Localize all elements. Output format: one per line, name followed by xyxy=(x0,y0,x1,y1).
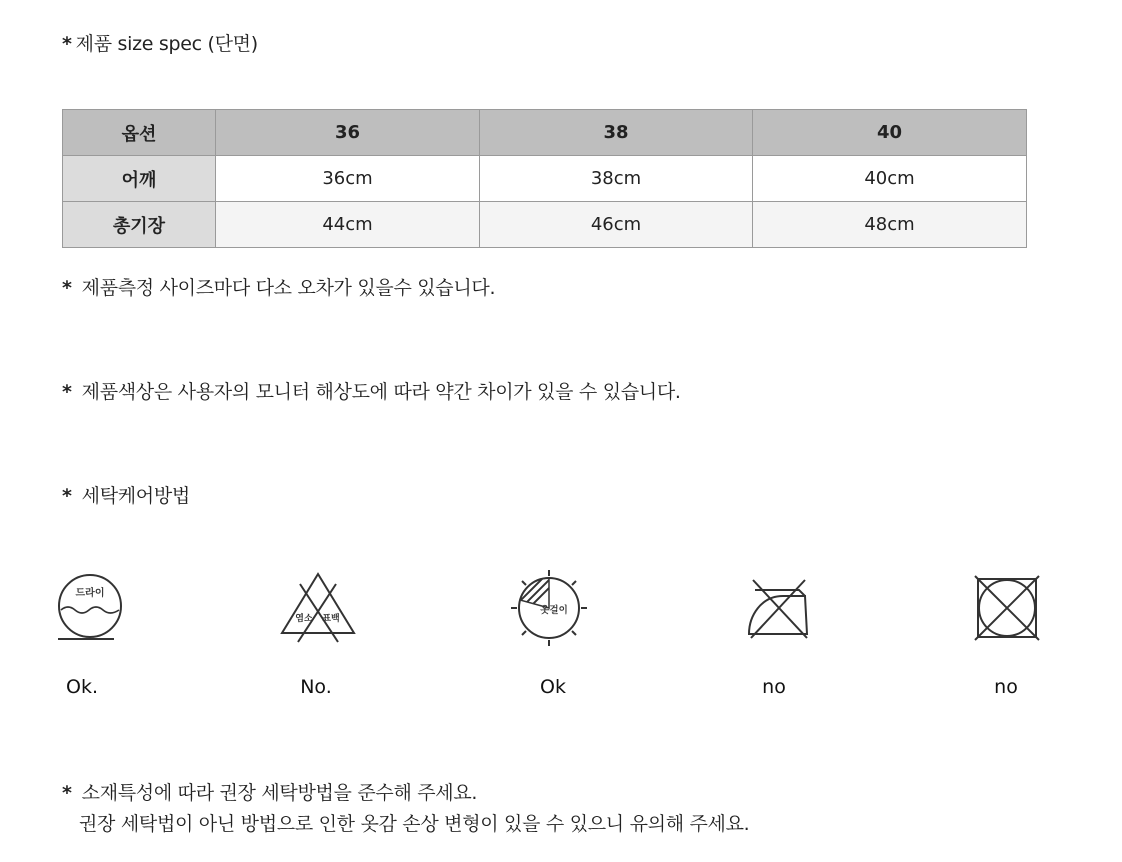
table-row xyxy=(63,156,1027,202)
note-color xyxy=(62,377,681,404)
no-bleach-icon-text-left: 염소 xyxy=(295,614,313,624)
bullet-star: * xyxy=(62,381,72,403)
table-cell: 44cm xyxy=(216,202,480,248)
column-header-38: 38 xyxy=(480,110,753,156)
hang-dry-icon-text: 옷걸이 xyxy=(540,605,568,616)
dry-clean-icon xyxy=(48,566,132,650)
dry-clean-icon-text: 드라이 xyxy=(75,588,105,599)
table-cell: 38cm xyxy=(480,156,753,202)
no-bleach-icon-text-right: 표백 xyxy=(322,614,340,624)
size-spec-title-text: 제품 size spec (단면) xyxy=(75,33,258,55)
table-cell: 40cm xyxy=(753,156,1027,202)
table-header-row xyxy=(63,110,1027,156)
note-measurement-text: 제품측정 사이즈마다 다소 오차가 있을수 있습니다. xyxy=(81,277,496,299)
table-cell: 46cm xyxy=(480,202,753,248)
care-label-hang-dry: Ok xyxy=(540,676,566,698)
note-measurement xyxy=(62,273,495,300)
care-label-no-iron: no xyxy=(762,676,786,698)
care-title-text: 세탁케어방법 xyxy=(81,485,190,507)
row-label-total-length: 총기장 xyxy=(63,202,216,248)
row-label-shoulder: 어깨 xyxy=(63,156,216,202)
care-label-no-bleach: No. xyxy=(300,676,332,698)
no-tumble-dry-icon xyxy=(965,566,1049,650)
no-bleach-icon xyxy=(276,566,360,650)
no-iron-icon xyxy=(735,566,819,650)
bullet-star: * xyxy=(62,782,72,804)
size-spec-table xyxy=(62,109,1027,248)
care-label-no-tumble-dry: no xyxy=(994,676,1018,698)
size-spec-title xyxy=(62,29,258,56)
table-cell: 48cm xyxy=(753,202,1027,248)
care-title xyxy=(62,481,190,508)
note-color-text: 제품색상은 사용자의 모니터 해상도에 따라 약간 차이가 있을 수 있습니다. xyxy=(81,381,681,403)
bullet-star: * xyxy=(62,33,72,55)
footer-note-line1-text: 소재특성에 따라 권장 세탁방법을 준수해 주세요. xyxy=(81,782,478,804)
footer-note-line1 xyxy=(62,778,477,805)
bullet-star: * xyxy=(62,485,72,507)
column-header-40: 40 xyxy=(753,110,1027,156)
hang-dry-shade-icon xyxy=(507,566,591,650)
table-row xyxy=(63,202,1027,248)
bullet-star: * xyxy=(62,277,72,299)
table-cell: 36cm xyxy=(216,156,480,202)
column-header-option: 옵션 xyxy=(63,110,216,156)
care-label-dry-clean: Ok. xyxy=(66,676,98,698)
footer-note-line2: 권장 세탁법이 아닌 방법으로 인한 옷감 손상 변형이 있을 수 있으니 유의해 주세요. xyxy=(79,813,750,835)
column-header-36: 36 xyxy=(216,110,480,156)
